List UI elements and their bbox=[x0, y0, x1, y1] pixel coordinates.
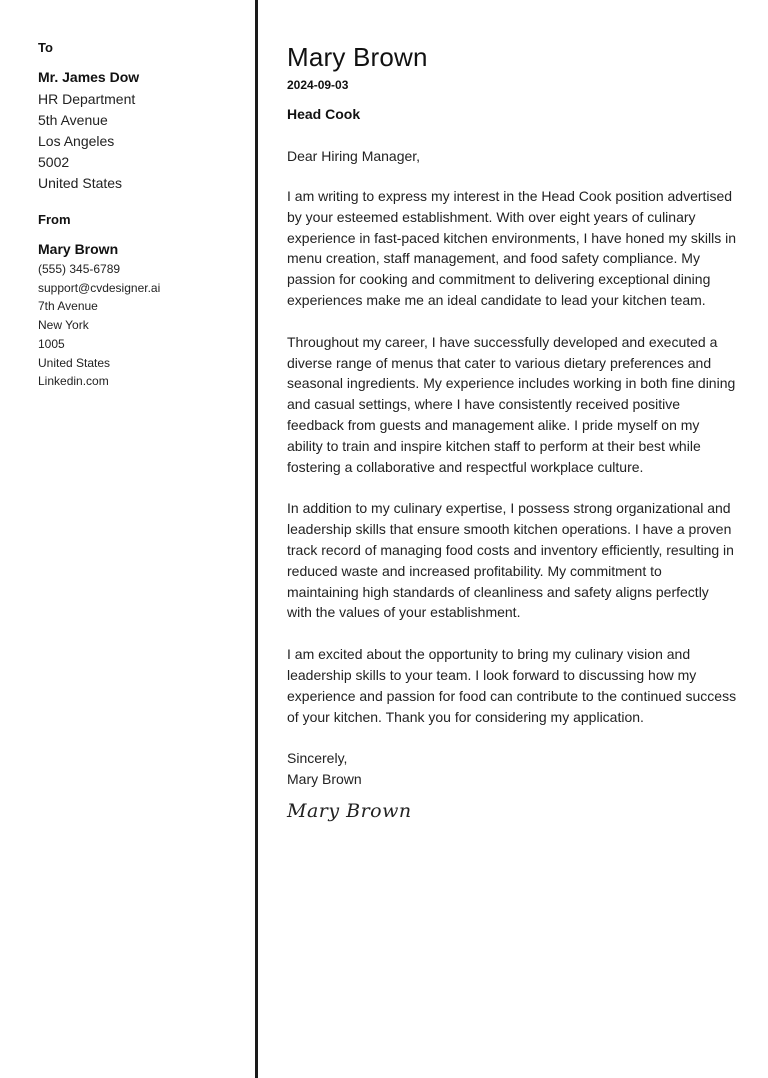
closing-line: Sincerely, bbox=[287, 750, 348, 767]
sender-country: United States bbox=[38, 355, 111, 370]
recipient-department: HR Department bbox=[38, 91, 136, 107]
job-title: Head Cook bbox=[287, 106, 361, 122]
paragraph-1: I am writing to express my interest in the Head Cook position advertised by your esteemed establishment. With over eight years of culinary experience in fast-paced kitchen environments, I have honed my skills in menu creation, staff management, and food safety compliance. My passion for cooking and commitment to delivering exceptional dining experiences make me an ideal candidate to lead your kitchen team. bbox=[287, 188, 737, 308]
paragraph-3: In addition to my culinary expertise, I possess strong organizational and leadership skills that ensure smooth kitchen operations. I have a proven track record of managing food costs and inventory efficiently, resulting in reduced waste and increased profitability. My commitment to maintaining high standards of cleanliness and safety aligns perfectly with the values of your establishment. bbox=[287, 500, 734, 621]
from-heading: From bbox=[38, 212, 71, 227]
recipient-name: Mr. James Dow bbox=[38, 69, 140, 85]
sender-block bbox=[38, 212, 256, 391]
sender-street: 7th Avenue bbox=[38, 299, 98, 314]
recipient-street: 5th Avenue bbox=[38, 112, 108, 128]
closing-name: Mary Brown bbox=[287, 771, 362, 788]
sidebar bbox=[0, 0, 256, 1078]
salutation: Dear Hiring Manager, bbox=[287, 148, 421, 164]
sender-linkedin: Linkedin.com bbox=[38, 374, 109, 389]
recipient-country: United States bbox=[38, 175, 123, 191]
vertical-divider bbox=[255, 0, 258, 1078]
applicant-name: Mary Brown bbox=[287, 42, 428, 72]
sender-email: support@cvdesigner.ai bbox=[38, 280, 161, 295]
letter-date: 2024-09-03 bbox=[287, 78, 349, 92]
sender-phone: (555) 345-6789 bbox=[38, 262, 121, 276]
paragraph-4: I am excited about the opportunity to bring my culinary vision and leadership skills to your team. I look forward to discussing how my experience and passion for food can contribute to the continued success of your kitchen. Thank you for considering my application. bbox=[287, 646, 737, 725]
sender-postcode: 1005 bbox=[38, 336, 65, 351]
letter-body bbox=[287, 42, 737, 822]
sender-name: Mary Brown bbox=[38, 241, 119, 257]
recipient-city: Los Angeles bbox=[38, 133, 115, 149]
to-heading: To bbox=[38, 40, 53, 55]
sender-city: New York bbox=[38, 318, 89, 333]
recipient-postcode: 5002 bbox=[38, 154, 70, 170]
recipient-block bbox=[38, 40, 256, 194]
paragraph-2: Throughout my career, I have successfully developed and executed a diverse range of menus that cater to various dietary preferences and seasonal ingredients. My experience includes working in both fine dining and casual settings, where I have consistently received positive feedback from guests and management alike. I pride myself on my ability to train and inspire kitchen staff to perform at their best while fostering a collaborative and respectful workplace culture. bbox=[287, 333, 736, 475]
handwritten-signature: Mary Brown bbox=[287, 800, 412, 823]
